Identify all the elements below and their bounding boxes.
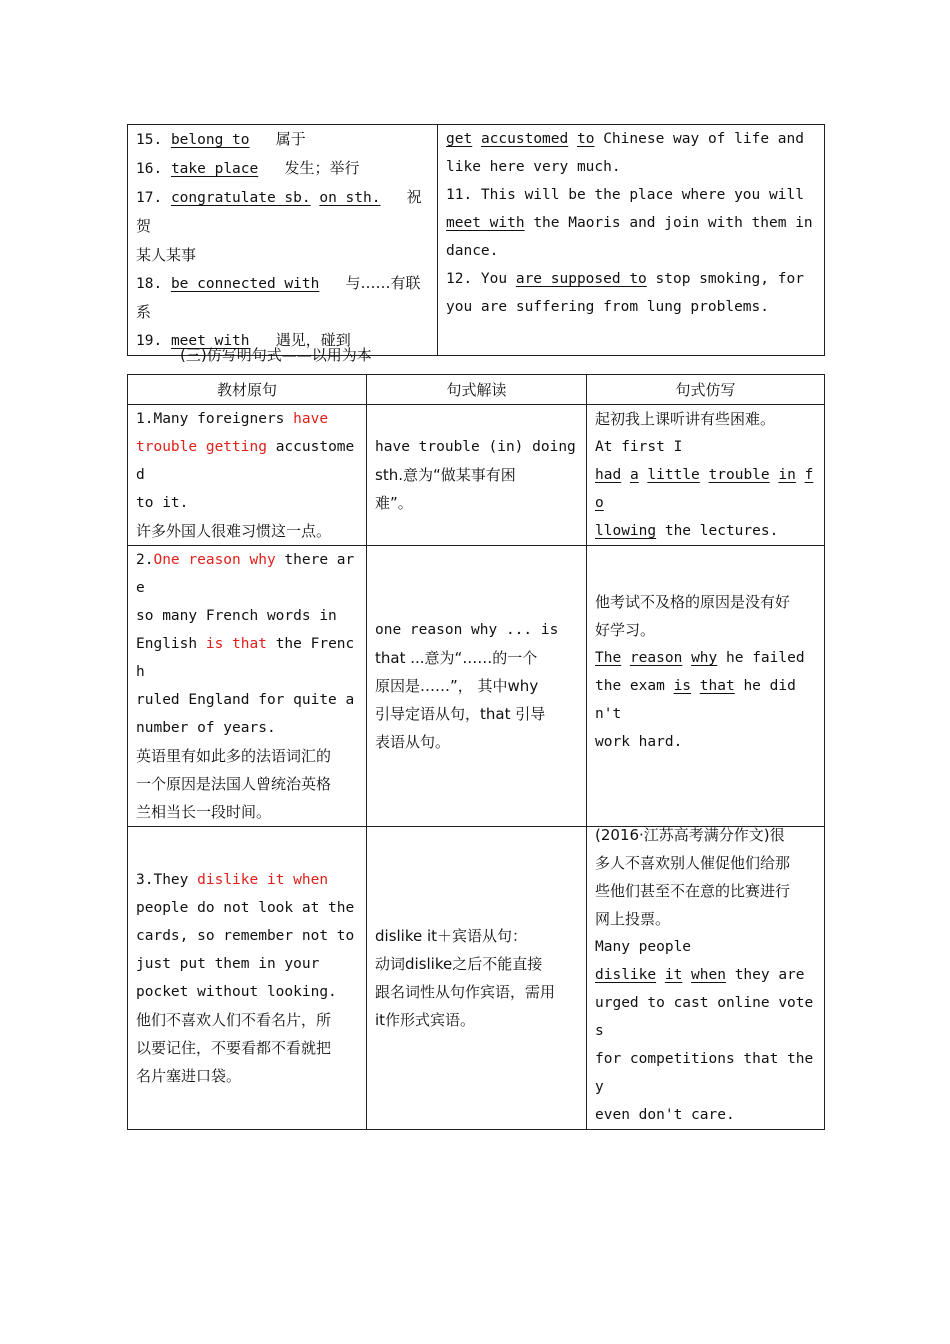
imitation-cell	[587, 827, 825, 1130]
blank-answer: The	[595, 650, 622, 666]
blank-answer: trouble	[708, 467, 770, 483]
blank-answer: that	[699, 678, 735, 694]
text-line: 跟名词性从句作宾语，需用	[375, 983, 556, 1001]
text-line: for competitions that they	[595, 1051, 814, 1095]
blank-answer: in	[778, 467, 796, 483]
blank-answer: get	[446, 131, 473, 147]
item-meaning: 遇见，碰到	[275, 331, 351, 349]
explanation-cell	[367, 405, 587, 546]
text-line: 动词dislike之后不能直接	[375, 955, 543, 973]
blank-answer: are supposed to	[515, 271, 647, 287]
translation-line: 一个原因是法国人曾统治英格	[136, 775, 332, 793]
vocab-row	[128, 125, 825, 356]
sentence-text: 1.Many foreigners	[136, 411, 285, 427]
text-line	[136, 433, 358, 489]
text-line: 多人不喜欢别人催促他们给那	[595, 854, 791, 872]
text-line: dislike it＋宾语从句：	[375, 927, 528, 945]
sentence-text: there are	[136, 552, 355, 596]
text-line: (2016·江苏高考满分作文)很	[595, 826, 785, 844]
table-row	[128, 546, 825, 827]
item-meaning: 属于	[275, 130, 306, 148]
blank-answer: little	[647, 467, 700, 483]
blank-answer: meet with	[446, 215, 525, 231]
vocab-item-18	[136, 269, 429, 298]
text-line: 好学习。	[595, 621, 656, 639]
sentence-11-line1: 11. This will be the place where you will	[446, 187, 804, 203]
sentence-12-line1	[446, 265, 816, 293]
header-original: 教材原句	[128, 375, 367, 405]
sentence-text: the lectures.	[664, 523, 779, 539]
item-phrase: on sth.	[319, 190, 381, 206]
item-number: 17.	[136, 190, 163, 206]
text-line: 他考试不及格的原因是没有好	[595, 593, 791, 611]
sentence-10-line2: like here very much.	[446, 159, 621, 175]
text-line: so many French words in	[136, 608, 337, 624]
sentence-text: 12. You	[446, 271, 508, 287]
vocab-table	[127, 124, 825, 356]
text-line: cards, so remember not to	[136, 928, 355, 944]
original-sentence-cell	[128, 405, 367, 546]
translation-line: 许多外国人很难习惯这一点。	[136, 522, 332, 540]
item-phrase: be connected with	[170, 276, 320, 292]
blank-answer: it	[664, 967, 683, 983]
vocab-left-cell	[128, 125, 438, 356]
text-line: have trouble (in) doing	[375, 439, 576, 455]
imitation-cell	[587, 405, 825, 546]
sentence-12-line2: you are suffering from lung problems.	[446, 299, 770, 315]
table-row	[128, 827, 825, 1130]
imitation-cell	[587, 546, 825, 827]
original-sentence-cell	[128, 546, 367, 827]
translation-line: 以要记住，不要看都不看就把	[136, 1039, 332, 1057]
item-meaning-continued: 某人某事	[136, 246, 197, 264]
blank-answer: llowing	[595, 523, 657, 539]
text-line: 引导定语从句，that 引导	[375, 705, 546, 723]
text-line: it作形式宾语。	[375, 1011, 476, 1029]
table-row	[128, 405, 825, 546]
text-line: work hard.	[595, 734, 683, 750]
item-phrase: meet with	[170, 333, 250, 349]
text-line: pocket without looking.	[136, 984, 337, 1000]
text-line: people do not look at the	[136, 900, 355, 916]
text-line: ruled England for quite a	[136, 692, 355, 708]
highlight-text: is that	[205, 636, 267, 652]
text-line: 表语从句。	[375, 733, 451, 751]
sentence-text: he failed	[726, 650, 805, 666]
vocab-right-cell	[438, 125, 825, 356]
sentence-text: they are	[734, 967, 805, 983]
text-line: just put them in your	[136, 956, 320, 972]
item-number: 18.	[136, 276, 163, 292]
section-title: (三)仿写明句式——以用为本	[180, 346, 372, 364]
header-imitation: 句式仿写	[587, 375, 825, 405]
text-line	[136, 866, 358, 894]
vocab-item-16	[136, 154, 429, 183]
sentence-pattern-table	[127, 374, 825, 1130]
item-phrase: congratulate sb.	[170, 190, 311, 206]
sentence-text: stop smoking, for	[655, 271, 804, 287]
text-line	[595, 644, 816, 672]
text-line	[136, 405, 358, 433]
blank-answer: to	[576, 131, 595, 147]
vocab-item-15	[136, 125, 429, 154]
highlight-text: One reason why	[153, 552, 276, 568]
text-line: even don't care.	[595, 1107, 735, 1123]
text-line	[595, 961, 816, 989]
item-meaning-continued: 系	[136, 303, 152, 321]
item-number: 19.	[136, 333, 163, 349]
translation-line: 名片塞进口袋。	[136, 1067, 242, 1085]
text-line: urged to cast online votes	[595, 995, 814, 1039]
sentence-text: 2.	[136, 552, 154, 568]
text-line	[595, 517, 816, 545]
vocab-item-17	[136, 183, 429, 241]
blank-answer: dislike	[595, 967, 657, 983]
text-line: sth.意为“做某事有困	[375, 466, 516, 484]
text-line: to it.	[136, 495, 189, 511]
item-number: 16.	[136, 161, 163, 177]
text-line	[136, 546, 358, 602]
spacer-line	[595, 756, 816, 784]
blank-answer: a	[629, 467, 639, 483]
table-header-row	[128, 375, 825, 405]
original-sentence-cell	[128, 827, 367, 1130]
highlight-text: dislike it when	[197, 872, 329, 888]
sentence-text: the French	[136, 636, 355, 680]
blank-answer: is	[673, 678, 692, 694]
sentence-text: Chinese way of life and	[603, 131, 804, 147]
translation-line: 英语里有如此多的法语词汇的	[136, 747, 332, 765]
sentence-text: he didn't	[595, 678, 796, 722]
explanation-cell	[367, 546, 587, 827]
text-line: 些他们甚至不在意的比赛进行	[595, 882, 791, 900]
item-number: 15.	[136, 132, 163, 148]
item-meaning: 与……有联	[345, 274, 421, 292]
translation-line: 兰相当长一段时间。	[136, 803, 272, 821]
highlight-text: have	[293, 411, 329, 427]
blank-answer: accustomed	[480, 131, 569, 147]
text-line: 起初我上课听讲有些困难。	[595, 410, 776, 428]
sentence-text: English	[136, 636, 198, 652]
blank-answer: when	[691, 967, 726, 983]
header-explanation: 句式解读	[367, 375, 587, 405]
sentence-11-line2	[446, 209, 816, 237]
text-line: 原因是……”， 其中why	[375, 677, 539, 695]
blank-answer: fo	[595, 467, 814, 511]
text-line: 难”。	[375, 494, 413, 512]
text-line	[595, 461, 816, 517]
item-meaning: 发生；举行	[284, 159, 360, 177]
sentence-text: the Maoris and join with them in	[533, 215, 813, 231]
text-line: At first I	[595, 439, 683, 455]
text-line	[595, 672, 816, 728]
sentence-text: 3.They	[136, 872, 189, 888]
highlight-text: trouble getting	[136, 439, 267, 455]
explanation-cell	[367, 827, 587, 1130]
sentence-10-line1	[446, 125, 816, 153]
item-phrase: take place	[170, 161, 259, 177]
sentence-11-line3: dance.	[446, 243, 499, 259]
sentence-text: accustomed	[136, 439, 355, 483]
blank-answer: why	[691, 650, 718, 666]
translation-line: 他们不喜欢人们不看名片，所	[136, 1011, 332, 1029]
text-line	[136, 630, 358, 686]
text-line: Many people	[595, 939, 692, 955]
item-phrase: belong to	[170, 132, 250, 148]
text-line: one reason why ... is	[375, 622, 559, 638]
text-line: that ...意为“……的一个	[375, 649, 538, 667]
blank-answer: had	[595, 467, 622, 483]
text-line: number of years.	[136, 720, 276, 736]
blank-answer: reason	[629, 650, 683, 666]
item-meaning: 祝贺	[136, 188, 422, 235]
sentence-text: the exam	[595, 678, 665, 694]
text-line: 网上投票。	[595, 910, 671, 928]
